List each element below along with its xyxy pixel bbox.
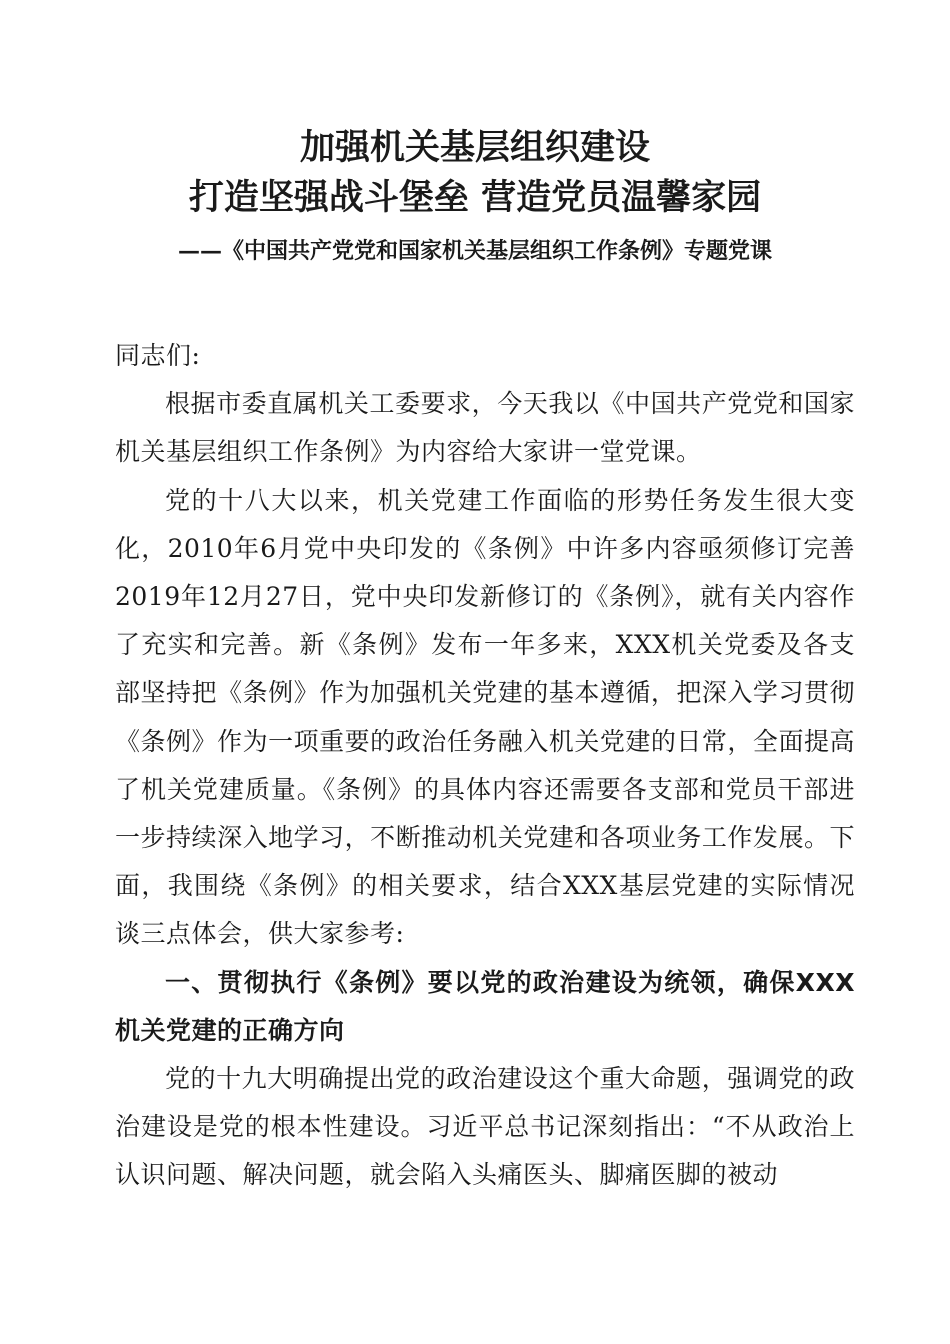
document-body xyxy=(115,332,855,1200)
body-paragraph: 党的十八大以来，机关党建工作面临的形势任务发生很大变化，2010年6月党中央印发的《条例》中许多内容亟须修订完善2019年12月27日，党中央印发新修订的《条例》，就有关内容作了充实和完善。新《条例》发布一年多来，XXX机关党委及各支部坚持把《条例》作为加强机关党建的基本遵循，把深入学习贯彻《条例》作为一项重要的政治任务融入机关党建的日常，全面提高了机关党建质量。《条例》的具体内容还需要各支部和党员干部进一步持续深入地学习，不断推动机关党建和各项业务工作发展。下面，我围绕《条例》的相关要求，结合XXX基层党建的实际情况谈三点体会，供大家参考: xyxy=(115,485,855,949)
salutation: 同志们: xyxy=(115,341,201,370)
document-subtitle: ——《中国共产党党和国家机关基层组织工作条例》专题党课 xyxy=(177,238,772,264)
document-title-line-2: 打造坚强战斗堡垒 营造党员温馨家园 xyxy=(188,177,762,218)
section-heading: 一、贯彻执行《条例》要以党的政治建设为统领，确保XXX机关党建的正确方向 xyxy=(115,967,855,1045)
body-paragraph: 根据市委直属机关工委要求，今天我以《中国共产党党和国家机关基层组织工作条例》为内容给大家讲一堂党课。 xyxy=(115,389,855,467)
section-paragraph: 党的十九大明确提出党的政治建设这个重大命题，强调党的政治建设是党的根本性建设。习近平总书记深刻指出：“不从政治上认识问题、解决问题，就会陷入头痛医头、脚痛医脚的被动 xyxy=(115,1064,855,1190)
document-title-line-1: 加强机关基层组织建设 xyxy=(299,127,650,168)
